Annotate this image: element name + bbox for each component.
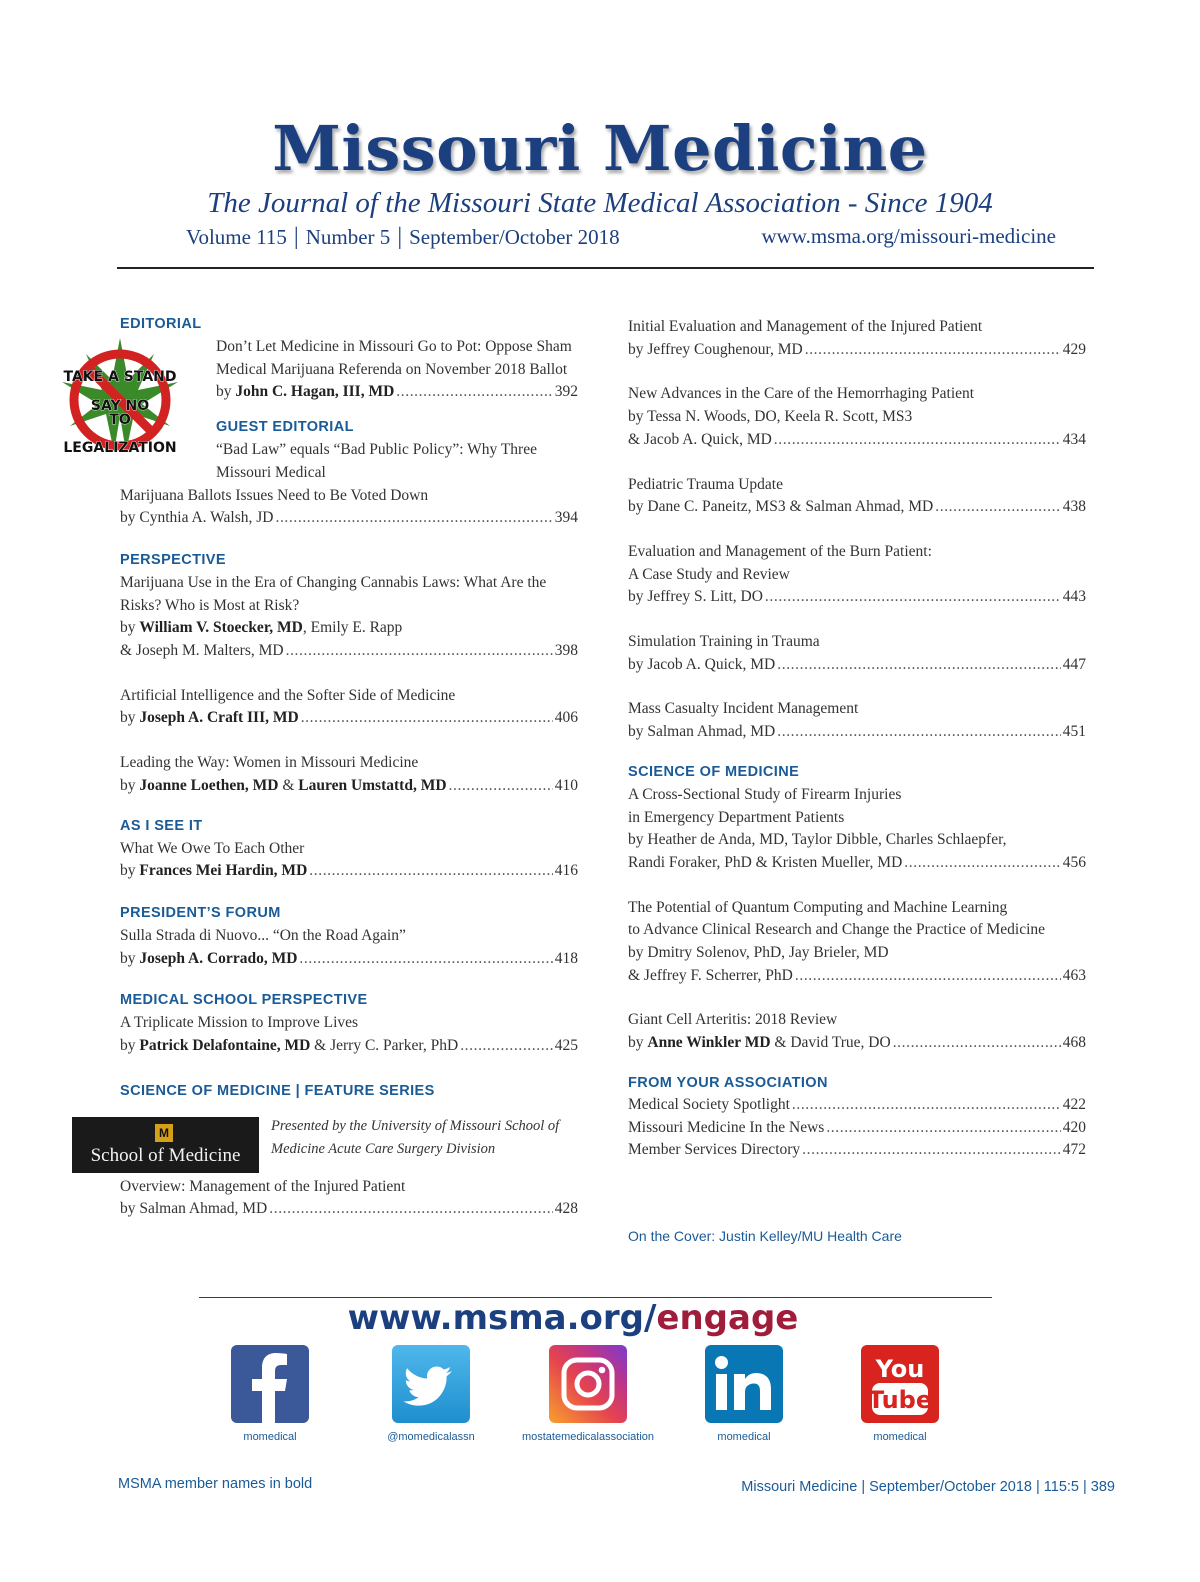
toc-entry-author[interactable]: by Patrick Delafontaine, MD & Jerry C. Parker, PhD ..... 425 (120, 1035, 578, 1058)
volume: Volume 115 (186, 225, 287, 249)
dot-leader (309, 860, 552, 883)
toc-entry-author[interactable]: & Jacob A. Quick, MD ..... 434 (628, 429, 1086, 452)
dot-leader (765, 586, 1061, 609)
dot-leader (774, 429, 1061, 452)
social-handle: momedical (717, 1431, 771, 1443)
page-number: 416 (554, 862, 578, 880)
toc-entry-author[interactable]: by Joseph A. Craft III, MD ..... 406 (120, 707, 578, 730)
dot-leader (301, 707, 553, 730)
school-name: School of Medicine (90, 1145, 241, 1166)
engage-url[interactable]: www.msma.org/engage (347, 1298, 799, 1338)
dot-leader (460, 1035, 553, 1058)
member-name: John C. Hagan, III, MD (235, 383, 395, 401)
logo-line-4: LEGALIZATION (63, 440, 177, 456)
instagram-icon[interactable] (549, 1345, 627, 1423)
logo-line-3: TO (109, 412, 131, 428)
presented-by-note: Presented by the University of Missouri School of Medicine Acute Care Surgery Division (271, 1118, 560, 1157)
footer-folio: Missouri Medicine | September/October 2018 | 115:5 | 389 (741, 1479, 1115, 1495)
masthead (0, 112, 1200, 220)
toc-title-line[interactable]: A Triplicate Mission to Improve Lives (120, 1014, 359, 1032)
section-heading-presidents-forum: PRESIDENT’S FORUM (120, 904, 281, 921)
page-number: 418 (554, 949, 578, 967)
section-heading-from-your-association: FROM YOUR ASSOCIATION (628, 1074, 828, 1091)
toc-title-line[interactable]: Marijuana Ballots Issues Need to Be Voted Down (120, 486, 429, 504)
issue-line (186, 224, 620, 251)
toc-title-line[interactable]: to Advance Clinical Research and Change the Practice of Medicine (628, 921, 1046, 939)
page-number: 406 (554, 709, 578, 727)
member-name: Patrick Delafontaine, MD (139, 1037, 311, 1055)
facebook-icon[interactable] (231, 1345, 309, 1423)
toc-title-line[interactable]: A Cross-Sectional Study of Firearm Injuries (628, 785, 902, 803)
dot-leader (904, 852, 1060, 875)
page-number: 456 (1062, 853, 1086, 871)
toc-title-line[interactable]: Giant Cell Arteritis: 2018 Review (628, 1011, 838, 1029)
journal-title: Missouri Medicine (272, 112, 928, 185)
member-name: Anne Winkler MD (647, 1034, 771, 1052)
toc-entry[interactable]: Member Services Directory ..... 472 (628, 1139, 1086, 1162)
page-number: 392 (554, 383, 578, 401)
toc-title-line[interactable]: New Advances in the Care of the Hemorrhaging Patient (628, 385, 975, 403)
section-heading-perspective: PERSPECTIVE (120, 551, 226, 568)
separator: | (397, 224, 403, 250)
dot-leader (802, 1139, 1061, 1162)
toc-title-line[interactable]: Medical Marijuana Referenda on November 2018 Ballot (216, 360, 568, 378)
toc-entry-author[interactable]: by Joanne Loethen, MD & Lauren Umstattd, MD ..... 410 (120, 775, 578, 798)
toc-author-line[interactable]: by Heather de Anda, MD, Taylor Dibble, Charles Schlaepfer, (628, 831, 1007, 849)
page-number: 468 (1062, 1034, 1086, 1052)
toc-title-line[interactable]: A Case Study and Review (628, 565, 790, 583)
dot-leader (275, 507, 552, 530)
svg-text:Tube: Tube (867, 1386, 933, 1414)
section-heading-as-i-see-it: AS I SEE IT (120, 817, 203, 834)
member-name: Frances Mei Hardin, MD (139, 862, 308, 880)
member-name: Joseph A. Craft III, MD (139, 709, 299, 727)
cover-credit: On the Cover: Justin Kelley/MU Health Care (628, 1228, 902, 1244)
social-youtube[interactable] (830, 1345, 970, 1443)
section-heading-editorial: EDITORIAL (120, 316, 202, 332)
toc-title-line[interactable]: Initial Evaluation and Management of the Injured Patient (628, 318, 983, 335)
page-number: 438 (1062, 498, 1086, 516)
toc-title-line[interactable]: Artificial Intelligence and the Softer Side of Medicine (120, 686, 456, 704)
social-facebook[interactable] (200, 1345, 340, 1443)
toc-title-line[interactable]: Pediatric Trauma Update (628, 475, 783, 493)
toc-author-line[interactable]: by Dmitry Solenov, PhD, Jay Brieler, MD (628, 944, 889, 962)
toc-entry-author[interactable]: by Dane C. Paneitz, MS3 & Salman Ahmad, MD ..... 438 (628, 496, 1086, 519)
page-number: 451 (1062, 723, 1086, 741)
dot-leader (805, 339, 1061, 362)
toc-title-line[interactable]: Don’t Let Medicine in Missouri Go to Pot: Oppose Sham (216, 338, 572, 355)
toc-entry-author[interactable]: by Jeffrey S. Litt, DO ..... 443 (628, 586, 1086, 609)
social-handle: mostatemedicalassociation (521, 1431, 655, 1443)
page-number: 428 (554, 1200, 578, 1218)
issue-date: September/October 2018 (409, 225, 620, 249)
member-name: Joseph A. Corrado, MD (139, 949, 298, 967)
toc-title-line[interactable]: Risks? Who is Most at Risk? (120, 596, 300, 614)
toc-title-line[interactable]: “Bad Law” equals “Bad Public Policy”: Why Three (216, 441, 537, 459)
member-name: Lauren Umstattd, MD (298, 776, 447, 794)
toc-entry-author[interactable]: by Joseph A. Corrado, MD ..... 418 (120, 948, 578, 971)
toc-author-line[interactable]: by Tessa N. Woods, DO, Keela R. Scott, MS3 (628, 408, 913, 426)
logo-line-1: TAKE A STAND (63, 369, 177, 385)
toc-title-line[interactable]: What We Owe To Each Other (120, 839, 305, 857)
dot-leader (795, 965, 1061, 988)
toc-entry-author[interactable]: by Salman Ahmad, MD ..... 451 (628, 721, 1086, 744)
journal-subtitle: The Journal of the Missouri State Medical Association - Since 1904 (207, 187, 993, 219)
toc-entry[interactable]: Missouri Medicine In the News ..... 420 (628, 1117, 1086, 1140)
dot-leader (396, 381, 552, 404)
social-handle: momedical (243, 1431, 297, 1443)
svg-text:You: You (875, 1355, 925, 1383)
journal-url[interactable]: www.msma.org/missouri-medicine (761, 224, 1056, 248)
page-number: 429 (1062, 340, 1086, 358)
toc-right-column (628, 314, 1086, 1162)
social-handle: @momedicalassn (387, 1431, 475, 1443)
dot-leader (449, 775, 553, 798)
toc-entry-author[interactable]: by John C. Hagan, III, MD ..... 392 (120, 381, 578, 404)
toc-entry-author[interactable]: Randi Foraker, PhD & Kristen Mueller, MD ..... 456 (628, 852, 1086, 875)
page-number: 394 (554, 509, 578, 527)
issue-number: Number 5 (305, 225, 391, 249)
youtube-icon[interactable] (861, 1345, 939, 1423)
toc-title-line[interactable]: Simulation Training in Trauma (628, 633, 820, 651)
toc-entry-author[interactable]: by Cynthia A. Walsh, JD ..... 394 (120, 507, 578, 530)
toc-entry[interactable]: Medical Society Spotlight ..... 422 (628, 1094, 1086, 1117)
page-number: 434 (1062, 430, 1086, 448)
page-number: 447 (1062, 655, 1086, 673)
dot-leader (792, 1094, 1061, 1117)
dot-leader (826, 1117, 1060, 1140)
linkedin-icon[interactable] (705, 1345, 783, 1423)
social-twitter[interactable] (361, 1345, 501, 1443)
member-name: Joanne Loethen, MD (139, 776, 279, 794)
dot-leader (299, 948, 552, 971)
toc-title-line[interactable]: Evaluation and Management of the Burn Patient: (628, 542, 932, 560)
footer-note: MSMA member names in bold (118, 1476, 313, 1492)
page-number: 425 (554, 1037, 578, 1055)
toc-entry-author[interactable]: by Jacob A. Quick, MD ..... 447 (628, 654, 1086, 677)
toc-entry-author[interactable]: & Jeffrey F. Scherrer, PhD ..... 463 (628, 965, 1086, 988)
dot-leader (777, 654, 1061, 677)
page-number: 410 (554, 776, 578, 794)
logo-line-2: SAY NO (90, 398, 150, 414)
dot-leader (286, 640, 553, 663)
toc-title-line[interactable]: Overview: Management of the Injured Patient (120, 1177, 406, 1195)
twitter-icon[interactable] (392, 1345, 470, 1423)
dot-leader (935, 496, 1061, 519)
toc-author-line[interactable]: by William V. Stoecker, MD, Emily E. Rapp (120, 619, 403, 637)
section-heading-medical-school-perspective: MEDICAL SCHOOL PERSPECTIVE (120, 992, 368, 1009)
dot-leader (269, 1198, 553, 1221)
page-number: 443 (1062, 588, 1086, 606)
member-name: William V. Stoecker, MD (139, 619, 303, 637)
page-number: 420 (1062, 1118, 1086, 1136)
school-of-medicine-logo (72, 1117, 259, 1173)
section-heading-guest-editorial: GUEST EDITORIAL (216, 419, 354, 436)
mizzou-emblem-icon: M (155, 1124, 173, 1142)
toc-entry-author[interactable]: & Joseph M. Malters, MD ..... 398 (120, 640, 578, 663)
social-handle: momedical (873, 1431, 927, 1443)
page-number: 463 (1062, 966, 1086, 984)
toc-title-line[interactable]: Sulla Strada di Nuovo... “On the Road Again” (120, 926, 406, 944)
section-heading-science-of-medicine: SCIENCE OF MEDICINE (628, 763, 800, 780)
page-number: 472 (1062, 1141, 1086, 1159)
toc-left-column (120, 314, 578, 1221)
toc-title-line[interactable]: in Emergency Department Patients (628, 808, 845, 826)
toc-title-line[interactable]: Mass Casualty Incident Management (628, 700, 859, 718)
section-heading-feature-series: SCIENCE OF MEDICINE | FEATURE SERIES (120, 1082, 435, 1099)
separator: | (293, 224, 299, 250)
toc-title-line[interactable]: The Potential of Quantum Computing and Machine Learning (628, 898, 1008, 916)
toc-title-line[interactable]: Marijuana Use in the Era of Changing Cannabis Laws: What Are the (120, 573, 547, 591)
toc-title-line[interactable]: Missouri Medical (216, 463, 326, 481)
toc-entry-author[interactable]: by Frances Mei Hardin, MD ..... 416 (120, 860, 578, 883)
social-instagram[interactable] (518, 1345, 658, 1443)
dot-leader (777, 721, 1061, 744)
toc-entry-author[interactable]: by Jeffrey Coughenour, MD ..... 429 (628, 339, 1086, 362)
toc-entry-author[interactable]: by Salman Ahmad, MD ..... 428 (120, 1198, 578, 1221)
page-number: 398 (554, 642, 578, 660)
toc-title-line[interactable]: Leading the Way: Women in Missouri Medicine (120, 754, 419, 772)
page-number: 422 (1062, 1095, 1086, 1113)
header-rule (117, 267, 1094, 269)
dot-leader (893, 1032, 1061, 1055)
toc-entry-author[interactable]: by Anne Winkler MD & David True, DO ..... 468 (628, 1032, 1086, 1055)
social-linkedin[interactable] (674, 1345, 814, 1443)
